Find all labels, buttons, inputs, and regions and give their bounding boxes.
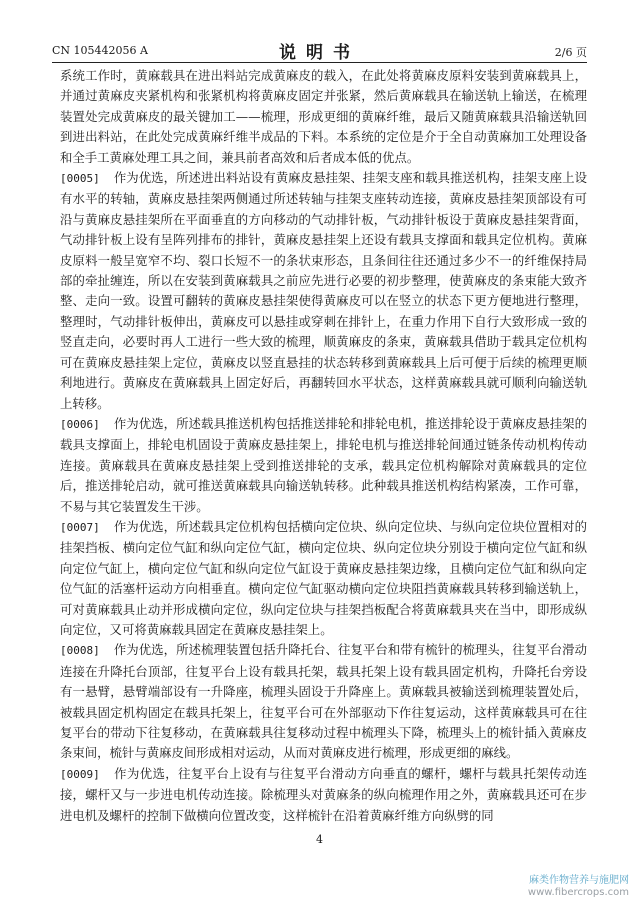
paragraph-text: 作为优选，所述进出料站设有黄麻皮悬挂架、挂架支座和载具推送机构，挂架支座上设有水平的转轴，黄麻皮悬挂架两侧通过所述转轴与挂架支座转动连接，黄麻皮悬挂架顶部设有可沿与黄麻皮悬挂架所在平面垂直的方向移动的气动排针板，气动排针板设于黄麻皮悬挂架背面，气动排针板上设有呈阵列排布的排针，黄麻皮悬挂架上还设有载具支撑面和载具定位机构。黄麻皮原料一般呈宽窄不均、裂口长短不一的条状束形态，且条间往往还通过多少不一的纤维保持局部的牵扯缠连，所以在安装到黄麻载具之前应先进行必要的初步整理，使黄麻皮的条束能大致齐整、走向一致。设置可翻转的黄麻皮悬挂架使得黄麻皮可以在竖立的状态下更方便地进行整理，整理时，气动排针板伸出，黄麻皮可以悬挂或穿刺在排针上，在重力作用下自行大致形成一致的竖直走向，必要时再人工进行一些大致的梳理，顺黄麻皮的条束，黄麻载具借助于载具定位机构可在黄麻皮悬挂架上定位，黄麻皮以竖直悬挂的状态转移到黄麻载具上后可便于后续的梳理更顺利地进行。黄麻皮在黄麻载具上固定好后，再翻转回水平状态，这样黄麻载具就可顺利向输送轨上转移。 xyxy=(60,170,587,411)
page-header xyxy=(52,40,587,62)
paragraph-number: [0007] xyxy=(60,520,100,534)
paragraph-number: [0009] xyxy=(60,767,100,781)
paragraph-number: [0005] xyxy=(60,172,100,186)
document-body xyxy=(60,66,587,826)
patent-number: CN 105442056 A xyxy=(52,44,148,57)
watermark-name: 麻类作物营养与施肥网 xyxy=(529,875,629,886)
paragraph-text: 作为优选，往复平台上设有与往复平台滑动方向垂直的螺杆，螺杆与载具托架传动连接，螺杆又与一步进电机传动连接。除梳理头对黄麻条的纵向梳理作用之外，黄麻载具还可在步进电机及螺杆的控制下做横向位置改变，这样梳针在沿着黄麻纤维方向纵劈的同 xyxy=(60,765,587,823)
watermark-url: www.fibercrops.com xyxy=(527,887,629,898)
paragraph-0009 xyxy=(60,764,587,826)
header-divider xyxy=(52,62,587,63)
paragraph-text: 作为优选，所述载具定位机构包括横向定位块、纵向定位块、与纵向定位块位置相对的挂架挡板、横向定位气缸和纵向定位气缸，横向定位块、纵向定位块分别设于横向定位气缸和纵向定位气缸上，横向定位气缸和纵向定位气缸设于黄麻皮悬挂架边缘，且横向定位气缸和纵向定位气缸的活塞杆运动方向相垂直。横向定位气缸驱动横向定位块阻挡黄麻载具转移到输送轨上，可对黄麻载具止动并形成横向定位，纵向定位块与挂架挡板配合将黄麻载具夹在当中，即形成纵向定位，又可将黄麻载具固定在黄麻皮悬挂架上。 xyxy=(60,518,587,637)
paragraph-0006 xyxy=(60,414,587,517)
paragraph-text: 作为优选，所述梳理装置包括升降托台、往复平台和带有梳针的梳理头，往复平台滑动连接在升降托台顶部，往复平台上设有载具托架，载具托架上设有载具固定机构，升降托台旁设有一悬臂，悬臂端部设有一升降座，梳理头固设于升降座上。黄麻载具被输送到梳理装置处后，被载具固定机构固定在载具托架上，往复平台可在外部驱动下作往复运动，这样黄麻载具可在往复平台的带动下往复移动，在黄麻载具往复移动过程中梳理头下降，梳理头上的梳针插入黄麻皮条束间，梳针与黄麻皮间形成相对运动，从而对黄麻皮进行梳理，形成更细的麻线。 xyxy=(60,642,587,761)
paragraph-0005 xyxy=(60,168,587,414)
intro-paragraph: 系统工作时，黄麻载具在进出料站完成黄麻皮的载入，在此处将黄麻皮原料安装到黄麻载具上，并通过黄麻皮夹紧机构和张紧机构将黄麻皮固定并张紧，然后黄麻载具在输送轨上输送，在梳理装置处完成黄麻皮的最关键加工——梳理，形成更细的黄麻纤维，最后又随黄麻载具沿输送轨回到进出料站，在此处完成黄麻纤维半成品的下料。本系统的定位是介于全自动黄麻加工处理设备和全手工黄麻处理工具之间，兼具前者高效和后者成本低的优点。 xyxy=(60,68,587,165)
site-watermark xyxy=(528,875,629,899)
paragraph-number: [0006] xyxy=(60,417,100,431)
paragraph-0008 xyxy=(60,640,587,763)
page-number: 4 xyxy=(316,833,323,846)
paragraph-0007 xyxy=(60,517,587,640)
paragraph-text: 作为优选，所述载具推送机构包括推送排轮和排轮电机，推送排轮设于黄麻皮悬挂架的载具支撑面上，排轮电机固设于黄麻皮悬挂架上，排轮电机与推送排轮间通过链条传动机构传动连接。黄麻载具在黄麻皮悬挂架上受到推送排轮的支承，载具定位机构解除对黄麻载具的定位后，推送排轮启动，就可推送黄麻载具向输送轨转移。此种载具推送机构结构紧凑，工作可靠，不易与其它装置发生干涉。 xyxy=(60,415,587,514)
document-title: 说明书 xyxy=(279,43,360,63)
page-count: 2/6 页 xyxy=(554,46,587,59)
paragraph-number: [0008] xyxy=(60,644,100,658)
